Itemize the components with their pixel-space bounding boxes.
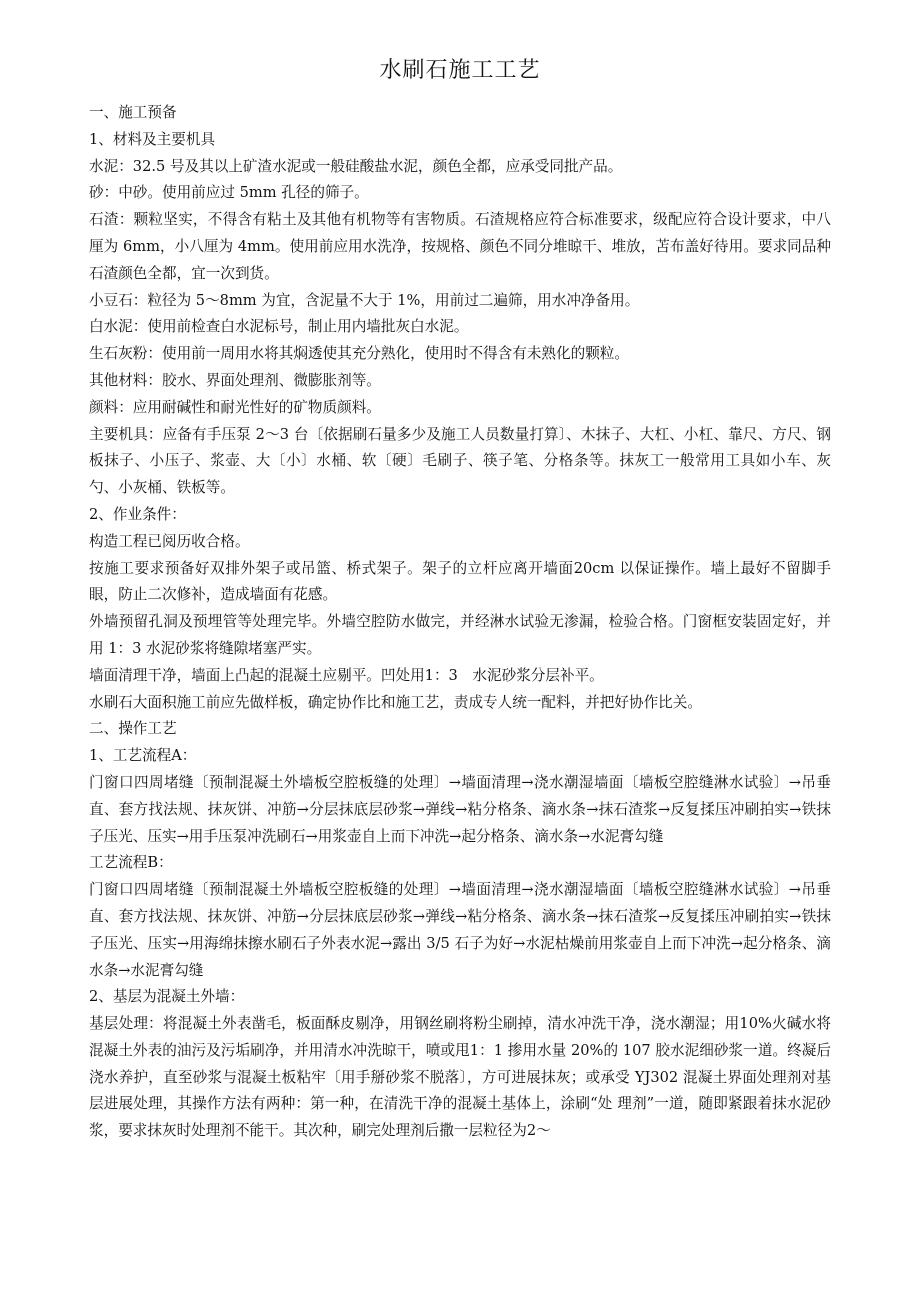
paragraph: 生石灰粉：使用前一周用水将其焖透使其充分熟化，使用时不得含有未熟化的颗粒。 (89, 345, 629, 363)
subsection-heading: 1、工艺流程A： (89, 747, 197, 765)
subsection-heading: 2、作业条件： (89, 505, 186, 523)
paragraph: 白水泥：使用前检查白水泥标号，制止用内墙批灰白水泥。 (89, 318, 469, 336)
paragraph: 外墙预留孔洞及预埋管等处理完毕。外墙空腔防水做完，并经淋水试验无渗漏，检验合格。门窗框安装固定好，并用 1：3 水泥砂浆将缝隙堵塞严实。 (89, 613, 831, 657)
paragraph: 水刷石大面积施工前应先做样板，确定协作比和施工艺，责成专人统一配料，并把好协作比关。 (89, 693, 702, 711)
paragraph: 门窗口四周堵缝〔预制混凝土外墙板空腔板缝的处理〕→墙面清理→浇水潮湿墙面〔墙板空腔缝淋水试验〕→吊垂直、套方找法规、抹灰饼、冲筋→分层抹底层砂浆→弹线→粘分格条、滴水条→抹石渣浆→反复揉压冲刷拍实→铁抹子压光、压实→用手压泵冲洗刷石→用浆壶自上而下冲洗→起分格条、滴水条→水泥膏勾缝 (89, 773, 831, 845)
subsection-heading: 工艺流程B： (89, 854, 173, 872)
paragraph: 颜料：应用耐碱性和耐光性好的矿物质颜料。 (89, 398, 381, 416)
paragraph: 水泥：32.5 号及其以上矿渣水泥或一般硅酸盐水泥，颜色全都，应承受同批产品。 (89, 157, 623, 175)
section-heading: 二、操作工艺 (89, 720, 177, 738)
subsection-heading: 2、基层为混凝土外墙： (89, 988, 245, 1006)
document-title: 水刷石施工工艺 (379, 58, 541, 83)
paragraph: 墙面清理干净，墙面上凸起的混凝土应剔平。凹处用1：3 水泥砂浆分层补平。 (89, 666, 604, 684)
paragraph: 其他材料：胶水、界面处理剂、微膨胀剂等。 (89, 371, 381, 389)
paragraph: 基层处理：将混凝土外表凿毛，板面酥皮剔净，用钢丝刷将粉尘刷掉，清水冲洗干净，浇水潮湿；用10%火碱水将混凝土外表的油污及污垢刷净，并用清水冲洗晾干，喷或甩1：1 掺用水量 20%的 107 胶水泥细砂浆一道。终凝后浇水养护，直至砂浆与混凝土板粘牢〔用手掰砂浆不脱落〕，方可进展抹灰；或承受 YJ302 混凝土界面处理剂对基层进展处理，其操作方法有两种：第一种，在清洗干净的混凝土基体上，涂刷“处 理剂”一道，随即紧跟着抹水泥砂浆，要求抹灰时处理剂不能干。其次种，刷完处理剂后撒一层粒径为2～ (89, 1015, 831, 1140)
paragraph: 按施工要求预备好双排外架子或吊篮、桥式架子。架子的立杆应离开墙面20cm 以保证操作。墙上最好不留脚手眼，防止二次修补，造成墙面有花感。 (89, 559, 831, 604)
paragraph: 小豆石：粒径为 5～8mm 为宜，含泥量不大于 1%，用前过二遍筛，用水冲净备用。 (89, 291, 640, 309)
paragraph: 主要机具：应备有手压泵 2～3 台〔依据刷石量多少及施工人员数量打算〕、木抹子、大杠、小杠、靠尺、方尺、钢板抹子、小压子、浆壶、大〔小〕水桶、软〔硬〕毛刷子、筷子笔、分格条等。抹灰工一般常用工具如小车、灰勺、小灰桶、铁板等。 (89, 425, 831, 497)
document-body (89, 100, 831, 1145)
subsection-heading: 1、材料及主要机具 (89, 130, 216, 148)
paragraph: 构造工程已阅历收合格。 (89, 532, 250, 550)
paragraph: 门窗口四周堵缝〔预制混凝土外墙板空腔板缝的处理〕→墙面清理→浇水潮湿墙面〔墙板空腔缝淋水试验〕→吊垂直、套方找法规、抹灰饼、冲筋→分层抹底层砂浆→弹线→粘分格条、滴水条→抹石渣浆→反复揉压冲刷拍实→铁抹子压光、压实→用海绵抹擦水刷石子外表水泥→露出 3/5 石子为好→水泥枯燥前用浆壶自上而下冲洗→起分格条、滴水条→水泥膏勾缝 (89, 881, 831, 979)
paragraph: 砂：中砂。使用前应过 5mm 孔径的筛子。 (89, 184, 369, 202)
section-heading: 一、施工预备 (89, 104, 177, 121)
paragraph: 石渣：颗粒坚实，不得含有粘土及其他有机物等有害物质。石渣规格应符合标准要求，级配应符合设计要求，中八厘为 6mm，小八厘为 4mm。使用前应用水洗净，按规格、颜色不同分堆晾干、堆放，苫布盖好待用。要求同品种石渣颜色全都，宜一次到货。 (89, 211, 831, 282)
